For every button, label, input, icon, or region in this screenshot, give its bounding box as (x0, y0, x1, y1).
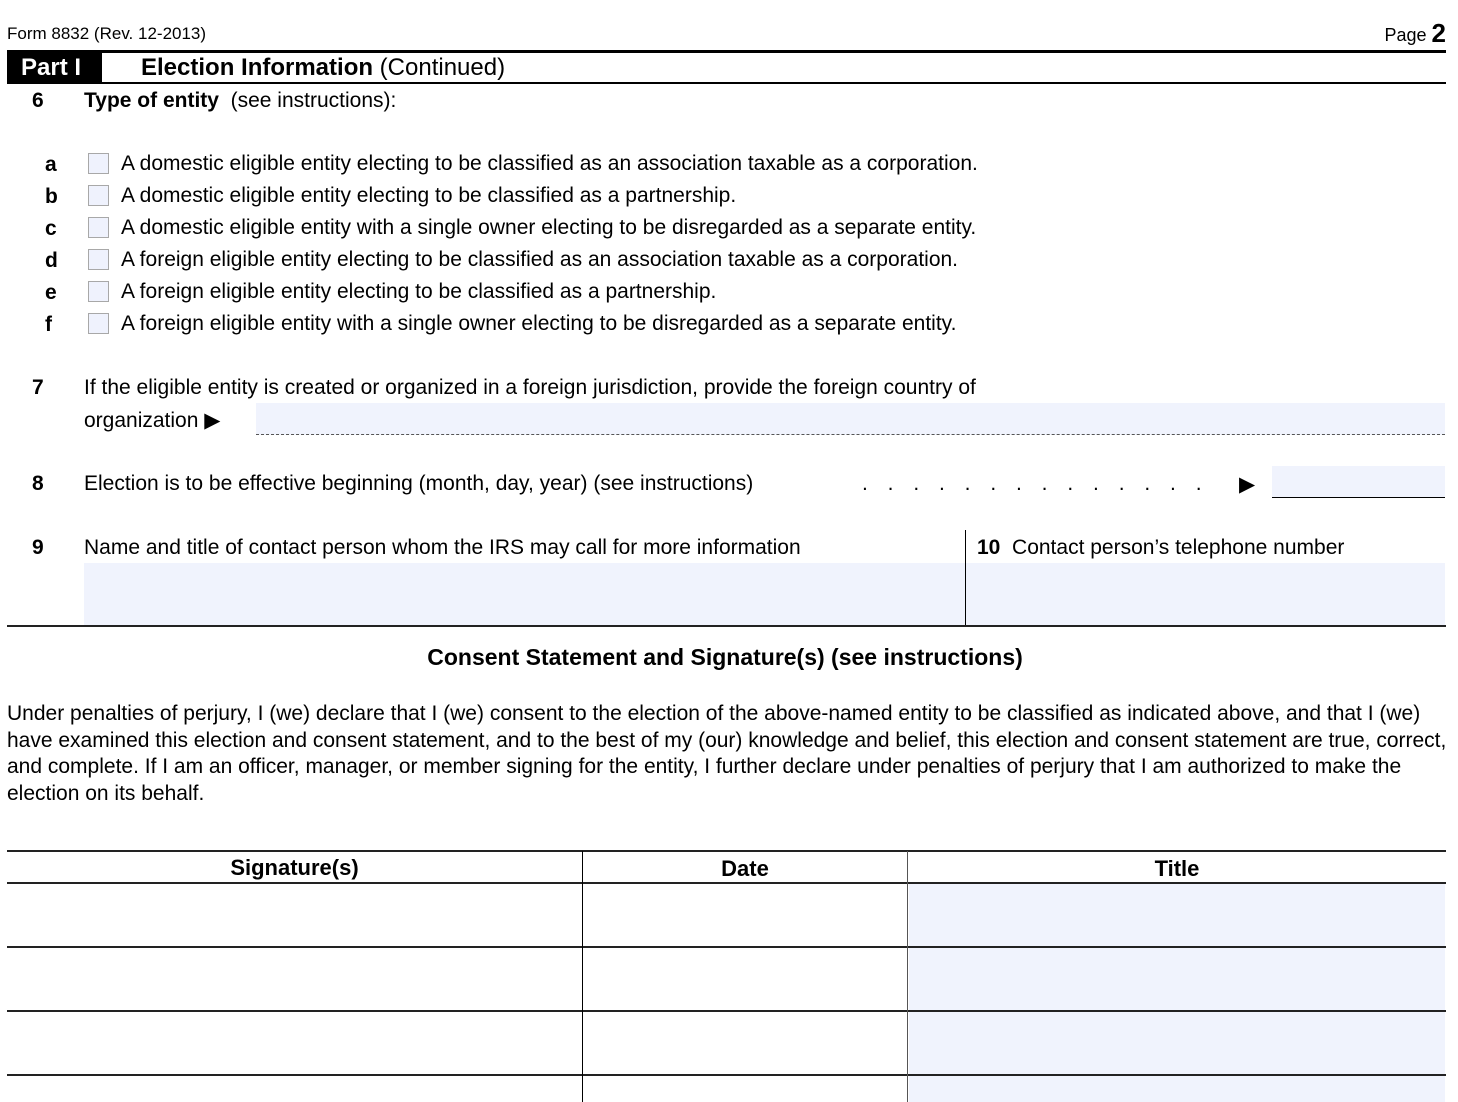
option-a-letter: a (45, 153, 57, 176)
line-8-leader-dots: . . . . . . . . . . . . . . (862, 472, 1202, 495)
table-col-divider-2 (907, 851, 908, 1102)
line-6-number: 6 (32, 89, 44, 112)
option-c-text: A domestic eligible entity with a single owner electing to be disregarded as a separate entity. (121, 216, 977, 239)
consent-paragraph: Under penalties of perjury, I (we) declare that I (we) consent to the election of the above-named entity to be classified as indicated above, and that I (we) have examined this election and consent statement, and to the best of my (our) knowledge and belief, this election and consent statement are true, correct, and complete. If I am an officer, manager, or member signing for the entity, I further declare under penalties of perjury that I am authorized to make the election on its behalf. (7, 702, 1447, 805)
title-input-row-2[interactable] (909, 948, 1445, 1010)
line-10-label (977, 536, 1344, 560)
form-id: Form 8832 (Rev. 12-2013) (7, 24, 207, 43)
consent-heading: Consent Statement and Signature(s) (see instructions) (427, 644, 1023, 670)
title-input-row-3[interactable] (909, 1012, 1445, 1074)
header-date: Date (721, 856, 769, 881)
page-number: 2 (1431, 18, 1446, 48)
page-label: Page (1384, 25, 1427, 45)
option-d-text: A foreign eligible entity electing to be classified as an association taxable as a corporation. (121, 248, 959, 271)
option-b-letter: b (45, 185, 58, 208)
option-e-text: A foreign eligible entity electing to be classified as a partnership. (121, 280, 717, 303)
option-a-text: A domestic eligible entity electing to be classified as an association taxable as a corporation. (121, 152, 978, 175)
table-row-rule-2 (7, 1010, 1446, 1012)
option-d-letter: d (45, 249, 58, 272)
contact-phone-input[interactable] (966, 563, 1445, 625)
signature-cell-row-2[interactable] (7, 948, 582, 1010)
header-signature: Signature(s) (230, 855, 359, 880)
line-6-label (84, 89, 396, 113)
line-6-label-bold: Type of entity (84, 89, 219, 112)
effective-date-input[interactable] (1272, 466, 1445, 498)
option-d-checkbox[interactable] (88, 249, 109, 270)
line-7-text-continued: organization ▶ (84, 409, 221, 432)
part-rule (7, 82, 1446, 84)
signature-cell-row-4[interactable] (7, 1076, 582, 1102)
line-6-label-suffix: (see instructions): (230, 89, 397, 112)
signature-cell-row-1[interactable] (7, 884, 582, 946)
title-input-row-1[interactable] (909, 884, 1445, 946)
arrow-icon: ▶ (1239, 473, 1256, 496)
line-9-text: Name and title of contact person whom the IRS may call for more information (84, 536, 801, 559)
line-10-number: 10 (977, 536, 1001, 559)
option-c-checkbox[interactable] (88, 217, 109, 238)
date-cell-row-3[interactable] (583, 1012, 908, 1074)
date-cell-row-2[interactable] (583, 948, 908, 1010)
table-row-rule-3 (7, 1074, 1446, 1076)
signature-cell-row-3[interactable] (7, 1012, 582, 1074)
contact-name-input[interactable] (84, 563, 965, 625)
option-e-checkbox[interactable] (88, 281, 109, 302)
line-7-number: 7 (32, 376, 44, 399)
line-9-number: 9 (32, 536, 44, 559)
line-8-text: Election is to be effective beginning (month, day, year) (see instructions) (84, 472, 754, 495)
table-top-rule (7, 850, 1446, 852)
title-input-row-4[interactable] (909, 1076, 1445, 1102)
option-f-text: A foreign eligible entity with a single owner electing to be disregarded as a separate entity. (121, 312, 957, 335)
option-f-checkbox[interactable] (88, 313, 109, 334)
line-8-number: 8 (32, 472, 44, 495)
option-c-letter: c (45, 217, 57, 240)
date-cell-row-1[interactable] (583, 884, 908, 946)
header-title: Title (1154, 856, 1200, 881)
date-cell-row-4[interactable] (583, 1076, 908, 1102)
part-title (141, 53, 505, 83)
option-a-checkbox[interactable] (88, 153, 109, 174)
table-col-divider-1 (582, 851, 583, 1102)
part-label: Part I (7, 53, 102, 83)
page-indicator (1384, 18, 1446, 49)
line-10-text: Contact person’s telephone number (1012, 536, 1345, 559)
option-b-checkbox[interactable] (88, 185, 109, 206)
part-title-suffix: (Continued) (373, 54, 506, 81)
table-row-rule-1 (7, 946, 1446, 948)
line-7-text: If the eligible entity is created or organized in a foreign jurisdiction, provide the foreign country of (84, 376, 976, 399)
option-b-text: A domestic eligible entity electing to be classified as a partnership. (121, 184, 737, 207)
option-e-letter: e (45, 281, 57, 304)
foreign-country-input[interactable] (256, 403, 1445, 435)
part-title-bold: Election Information (141, 54, 374, 81)
option-f-letter: f (45, 313, 52, 336)
section-rule (7, 625, 1446, 627)
